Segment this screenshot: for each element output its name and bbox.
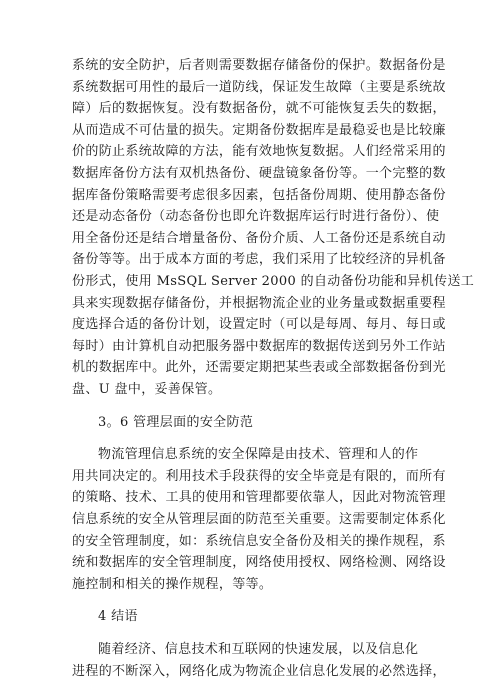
body-text-line: 物流管理信息系统的安全保障是由技术、管理和人的作: [98, 447, 419, 462]
body-text-line: 价的防止系统故障的方法，能有效地恢复数据。人们经常采用的: [72, 144, 446, 159]
body-text-line: 的策略、技术、工具的使用和管理都要依靠人，因此对物流管理: [72, 490, 446, 505]
section-heading: 3。6 管理层面的安全防范: [98, 415, 254, 430]
body-text-line: 统和数据库的安全管理制度，网络使用授权、网络检测、网络设: [72, 555, 446, 570]
body-text-line: 从而造成不可估量的损失。定期备份数据库是最稳妥也是比较廉: [72, 123, 446, 138]
body-text-line: 信息系统的安全从管理层面的防范至关重要。这需要制定体系化: [72, 512, 446, 527]
body-text-line: 具来实现数据存储备份，并根据物流企业的业务量或数据重要程: [72, 296, 446, 311]
body-text-line: 进程的不断深入，网络化成为物流企业信息化发展的必然选择，: [72, 664, 446, 679]
body-text-line: 还是动态备份（动态备份也即允许数据库运行时进行备份）、使: [72, 209, 440, 224]
body-text-line: 施控制和相关的操作规程，等等。: [72, 577, 273, 592]
body-text-line: 每时）由计算机自动把服务器中数据库的数据传送到另外工作站: [72, 339, 446, 354]
body-text-line: 据库备份策略需要考虑很多因素，包括备份周期、使用静态备份: [72, 188, 446, 203]
body-text-line: 的安全管理制度，如：系统信息安全备份及相关的操作规程，系: [72, 534, 446, 549]
body-text-line: 系统的安全防护，后者则需要数据存储备份的保护。数据备份是: [72, 58, 446, 73]
body-text-line: 障）后的数据恢复。没有数据备份，就不可能恢复丢失的数据，: [72, 101, 446, 116]
body-text-line: 系统数据可用性的最后一道防线，保证发生故障（主要是系统故: [72, 80, 446, 95]
body-text-line: 用全备份还是结合增量备份、备份介质、人工备份还是系统自动: [72, 231, 446, 246]
body-text-line: 数据库备份方法有双机热备份、硬盘镜象备份等。一个完整的数: [72, 166, 446, 181]
body-text-line: 用共同决定的。利用技术手段获得的安全毕竟是有限的，而所有: [72, 469, 446, 484]
body-text-line: 盘、U 盘中，妥善保管。: [72, 382, 222, 397]
section-heading: 4 结语: [98, 609, 138, 624]
body-text-line: 度选择合适的备份计划，设置定时（可以是每周、每月、每日或: [72, 317, 446, 332]
body-text-line: 随着经济、信息技术和互联网的快速发展，以及信息化: [98, 642, 419, 657]
body-text-line: 份形式，使用 MsSQL Server 2000 的自动备份功能和异机传送工: [72, 274, 475, 289]
body-text-line: 机的数据库中。此外，还需要定期把某些表或全部数据备份到光: [72, 360, 446, 375]
body-text-line: 备份等等。出于成本方面的考虑，我们采用了比较经济的异机备: [72, 252, 446, 267]
